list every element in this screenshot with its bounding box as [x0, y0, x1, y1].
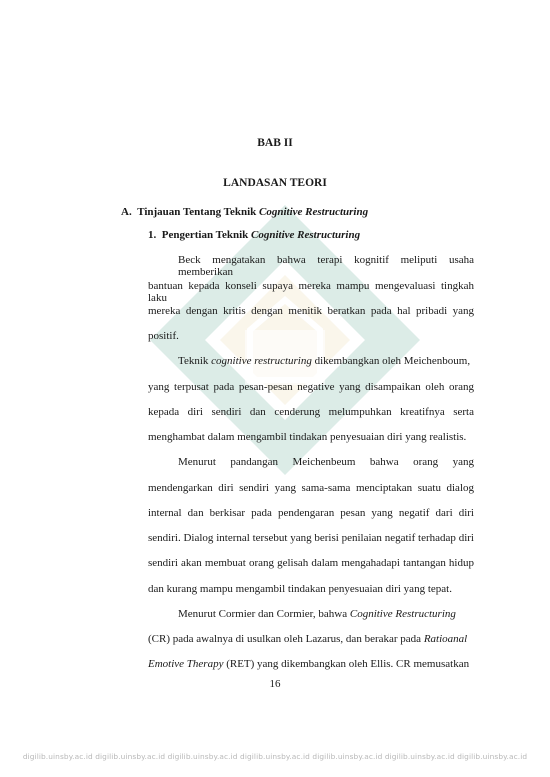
page-number: 16 [269, 678, 281, 690]
body-line: Emotive Therapy (RET) yang dikembangkan oleh Ellis. CR memusatkan [148, 658, 470, 670]
body-line: bantuan kepada konseli supaya mereka mampu mengevaluasi tingkah laku [148, 280, 474, 304]
section-heading: A. Tinjauan Tentang Teknik Cognitive Restructuring [121, 206, 369, 218]
body-line: menghambat dalam mengambil tindakan penyesuaian diri yang realistis. [148, 431, 467, 443]
body-line: mereka dengan kritis dengan menitik beratkan pada hal pribadi yang [148, 305, 474, 317]
body-line: Teknik cognitive restructuring dikembangkan oleh Meichenboum, [178, 355, 471, 367]
body-line: Beck mengatakan bahwa terapi kognitif meliputi usaha memberikan [178, 254, 474, 278]
body-line: positif. [148, 330, 179, 342]
body-line: Menurut Cormier dan Cormier, bahwa Cognitive Restructuring [178, 608, 456, 620]
body-line: sendiri. Dialog internal tersebut yang berisi penilaian negatif terhadap diri [148, 532, 474, 544]
chapter-label: BAB II [257, 137, 293, 149]
body-line: (CR) pada awalnya di usulkan oleh Lazarus, dan berakar pada Ratioanal [148, 633, 468, 645]
body-line: mendengarkan diri sendiri yang sama-sama menciptakan suatu dialog [148, 482, 474, 494]
chapter-title: LANDASAN TEORI [223, 177, 327, 189]
body-line: yang terpusat pada pesan-pesan negative yang disampaikan oleh orang [148, 381, 474, 393]
body-line: internal dan berkisar pada pendengaran pesan yang negatif dari diri [148, 507, 474, 519]
subsection-heading: 1. Pengertian Teknik Cognitive Restructuring [148, 229, 361, 241]
body-line: sendiri akan membuat orang gelisah dalam mengahadapi tantangan hidup [148, 557, 474, 569]
footer-watermark-text: digilib.uinsby.ac.id digilib.uinsby.ac.id digilib.uinsby.ac.id digilib.uinsby.ac.id digilib.uinsby.ac.id digilib.uinsby.ac.id digilib.uinsby.ac.id [22, 752, 528, 761]
body-line: dan kurang mampu mengambil tindakan penyesuaian diri yang tepat. [148, 583, 452, 595]
body-line: kepada diri sendiri dan cenderung melumpuhkan kreatifnya serta [148, 406, 474, 418]
body-line: Menurut pandangan Meichenbeum bahwa orang yang [178, 456, 474, 468]
